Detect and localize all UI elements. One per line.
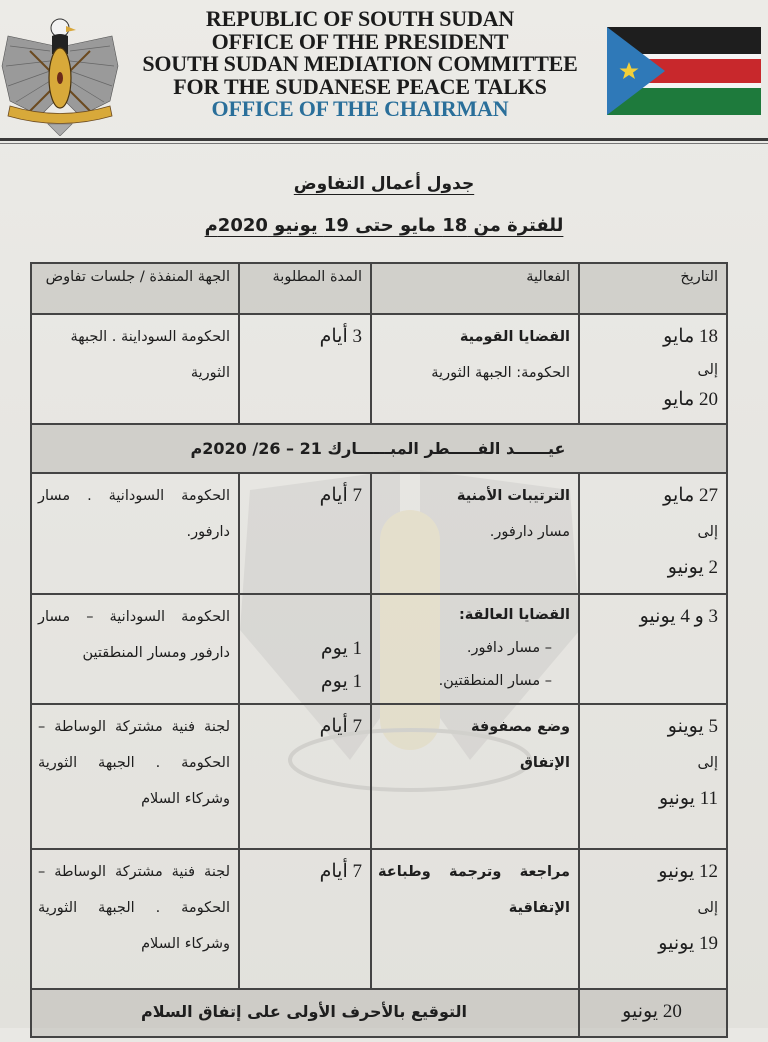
date-start: 12 يونيو: [658, 861, 718, 882]
date-end: 2 يونيو: [667, 557, 718, 578]
table-row-2-date: [578, 472, 728, 595]
date-range: 3 و 4 يونيو: [639, 606, 718, 627]
table-row-3-date: [578, 593, 728, 705]
table-row-4-duration: [238, 703, 372, 850]
table-row-1-activity: [370, 313, 580, 425]
table-row-5-activity: مراجعة وترجمة وطباعة الإتفاقية: [370, 848, 580, 990]
header-divider-thin: [0, 143, 768, 144]
letterhead-line-5: OFFICE OF THE CHAIRMAN: [211, 96, 509, 121]
letterhead: [120, 8, 600, 121]
letterhead-line-2: OFFICE OF THE PRESIDENT: [211, 28, 509, 54]
table-row-3-activity: [370, 593, 580, 705]
table-row-3-party: الحكومة السودانية – مسار دارفور ومسار المنطقتين: [30, 593, 240, 705]
coat-of-arms-icon: [0, 6, 120, 136]
table-row-4-party: لجنة فنية مشتركة الوساطة – الحكومة . الجبهة الثورية وشركاء السلام: [30, 703, 240, 850]
table-row-5-date: [578, 848, 728, 990]
table-row-1-date: [578, 313, 728, 425]
activity-line: الحكومة: الجبهة الثورية: [431, 365, 570, 381]
letterhead-line-1: REPUBLIC OF SOUTH SUDAN: [205, 6, 515, 31]
table-row-4-date: [578, 703, 728, 850]
activity-item: – مسار دافور.: [378, 632, 570, 665]
initialing-signing-row: التوقيع بالأحرف الأولى على إتفاق السلام: [30, 988, 580, 1038]
table-row-1-party: الحكومة السوداينة . الجبهة الثورية: [30, 313, 240, 425]
activity-title: القضايا القومية: [459, 329, 570, 345]
table-row-2-activity: [370, 472, 580, 595]
duration-value: 1 يوم: [320, 671, 362, 692]
date-to: إلى: [697, 362, 718, 378]
activity-title: القضايا العالقة:: [458, 607, 570, 623]
table-row-1-duration: [238, 313, 372, 425]
table-row-4-activity: وضع مصفوفة الإتفاق: [370, 703, 580, 850]
header-duration: المدة المطلوبة: [238, 262, 372, 315]
date-value: 20 يونيو: [622, 1001, 682, 1022]
table-row-3-duration: [238, 593, 372, 705]
header-divider: [0, 138, 768, 141]
eid-holiday-row: عيــــــد الفـــــطر المبــــــارك 21 – 26/ 2020م: [30, 423, 728, 474]
document-subtitle: [0, 215, 768, 236]
document-title: [0, 174, 768, 194]
table-row-6-date: [578, 988, 728, 1038]
header-activity: الفعالية: [370, 262, 580, 315]
letterhead-line-3: SOUTH SUDAN MEDIATION COMMITTEE: [142, 51, 578, 76]
date-end: 20 مايو: [663, 389, 718, 410]
date-to: إلى: [697, 755, 718, 771]
document-title-text: جدول أعمال التفاوض: [293, 174, 475, 194]
document-subtitle-text: للفترة من 18 مايو حتى 19 يونيو 2020م: [204, 215, 564, 236]
activity-line: مسار دارفور.: [489, 524, 570, 540]
date-to: إلى: [697, 524, 718, 540]
date-to: إلى: [697, 900, 718, 916]
activity-item: – مسار المنطقتين.: [378, 665, 570, 698]
south-sudan-flag-icon: [607, 27, 761, 115]
letterhead-line-4: FOR THE SUDANESE PEACE TALKS: [173, 73, 547, 99]
header-party: الجهة المنفذة / جلسات تفاوض: [30, 262, 240, 315]
table-row-2-party: الحكومة السودانية . مسار دارفور.: [30, 472, 240, 595]
date-start: 27 مايو: [663, 485, 718, 506]
date-start: 18 مايو: [663, 326, 718, 347]
header-date: التاريخ: [578, 262, 728, 315]
table-row-2-duration: [238, 472, 372, 595]
duration-value: 7 أيام: [319, 861, 362, 882]
date-start: 5 يوينو: [667, 716, 718, 737]
duration-value: 1 يوم: [320, 638, 362, 659]
activity-title: الترتيبات الأمنية: [456, 488, 570, 504]
table-row-5-duration: [238, 848, 372, 990]
schedule-table: [30, 262, 728, 1042]
table-row-5-party: لجنة فنية مشتركة الوساطة – الحكومة . الجبهة الثورية وشركاء السلام: [30, 848, 240, 990]
duration-value: 3 أيام: [319, 326, 362, 347]
date-end: 11 يونيو: [659, 788, 718, 809]
duration-value: 7 أيام: [319, 485, 362, 506]
duration-value: 7 أيام: [319, 716, 362, 737]
date-end: 19 يونيو: [658, 933, 718, 954]
